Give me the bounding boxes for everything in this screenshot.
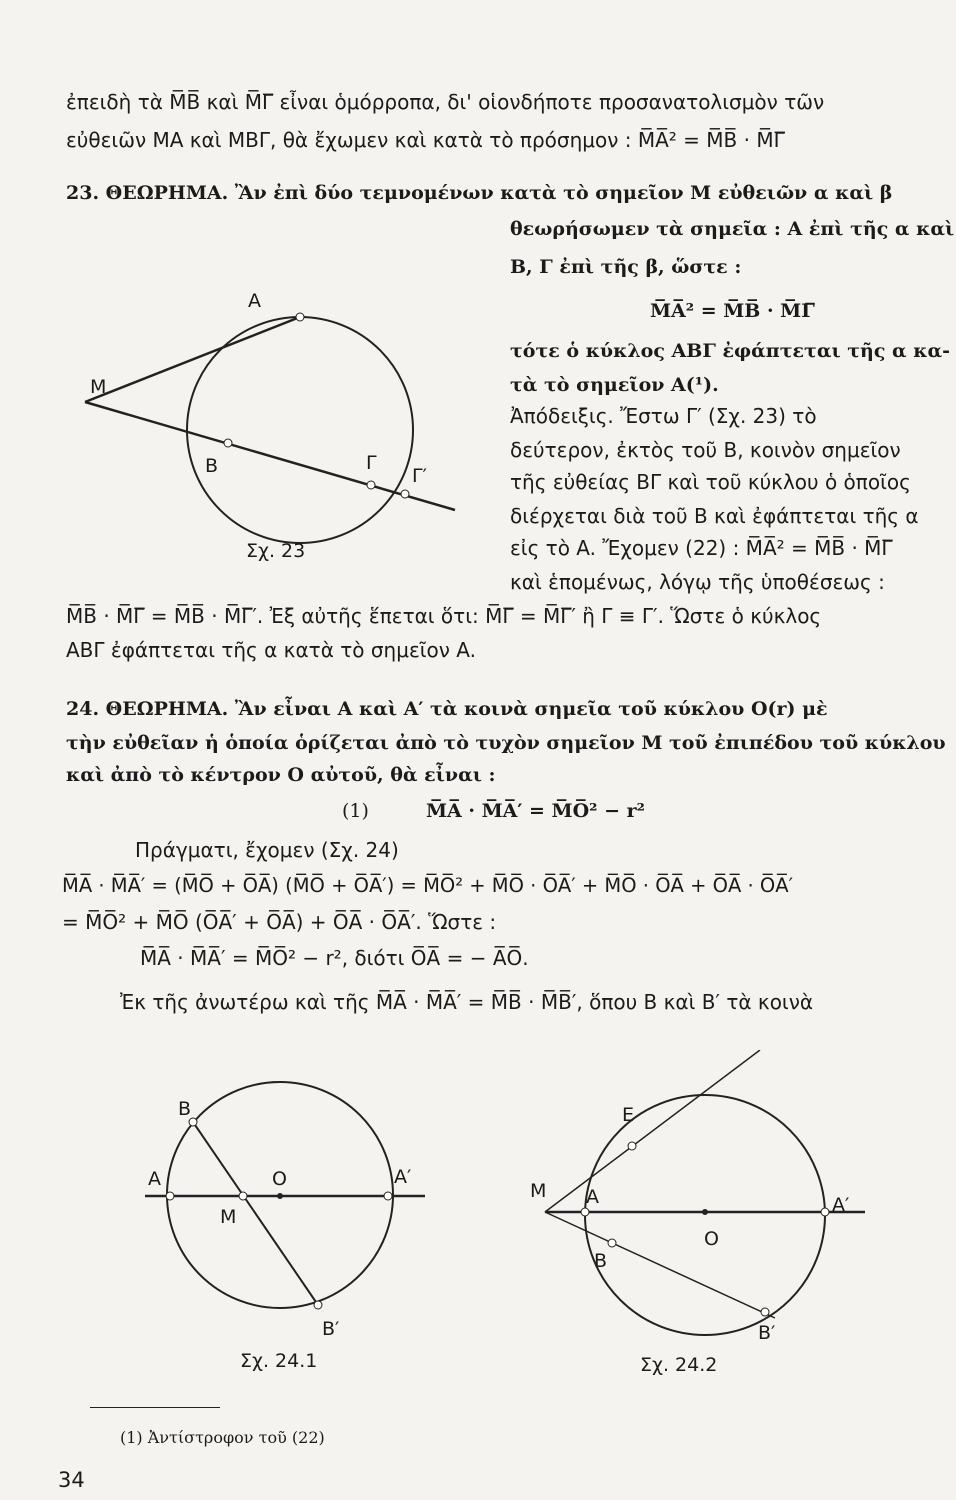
text-line: M̅A̅ · M̅A̅′ = M̅O̅² − r², διότι O̅A̅ = − A̅O̅.: [140, 946, 529, 970]
text-line: B, Γ ἐπὶ τῆς β, ὥστε :: [510, 256, 742, 278]
fig242-label-A: A: [586, 1186, 599, 1208]
text-line: ἐπειδὴ τὰ M̅B̅ καὶ M̅Γ̅ εἶναι ὁμόρροπα, δι' οἱονδήποτε προσανατολισμὸν τῶν: [66, 90, 825, 114]
proof-line: ABΓ ἐφάπτεται τῆς α κατὰ τὸ σημεῖον A.: [66, 638, 476, 662]
proof-line: Ἀπόδειξις. Ἔστω Γ′ (Σχ. 23) τὸ: [510, 404, 817, 428]
text-line: τὴν εὐθεῖαν ἡ ὁποία ὁρίζεται ἀπὸ τὸ τυχὸν σημεῖον M τοῦ ἐπιπέδου τοῦ κύκλου: [66, 732, 946, 754]
fig242-label-E: E: [622, 1104, 635, 1126]
footnote: (1) Ἀντίστροφον τοῦ (22): [120, 1428, 325, 1447]
text-line: καὶ ἀπὸ τὸ κέντρον O αὐτοῦ, θὰ εἶναι :: [66, 764, 496, 786]
fig241-label-B: B: [178, 1098, 192, 1120]
text-line: θεωρήσωμεν τὰ σημεῖα : A ἐπὶ τῆς α καὶ: [510, 218, 955, 240]
text-line: = M̅O̅² + M̅O̅ (O̅A̅′ + O̅A̅) + O̅A̅ · O̅A̅′. Ὥστε :: [62, 910, 497, 934]
fig241-label-Ap: A′: [394, 1166, 412, 1188]
fig242-label-Ap: A′: [832, 1194, 850, 1216]
proof-line: εἰς τὸ A. Ἔχομεν (22) : M̅A̅² = M̅B̅ · M̅Γ̅: [510, 536, 893, 560]
theorem-24-heading: 24. ΘΕΩΡΗΜΑ. Ἂν εἶναι A καὶ A′ τὰ κοινὰ σημεῖα τοῦ κύκλου O(r) μὲ: [66, 698, 828, 720]
fig241-label-A: A: [148, 1168, 161, 1190]
fig241-caption: Σχ. 24.1: [240, 1350, 318, 1372]
fig242-label-O: O: [704, 1228, 719, 1250]
text-line: εὐθειῶν MA καὶ MBΓ, θὰ ἔχωμεν καὶ κατὰ τὸ πρόσημον : M̅A̅² = M̅B̅ · M̅Γ̅: [66, 128, 785, 152]
proof-line: καὶ ἑπομένως, λόγῳ τῆς ὑποθέσεως :: [510, 570, 885, 594]
figure-24-2: [520, 1050, 920, 1340]
footnote-divider: [90, 1407, 220, 1408]
fig23-label-M: M: [90, 376, 107, 398]
fig242-caption: Σχ. 24.2: [640, 1354, 718, 1376]
fig241-label-O: O: [272, 1168, 287, 1190]
proof-line: δεύτερον, ἐκτὸς τοῦ B, κοινὸν σημεῖον: [510, 438, 901, 462]
fig242-label-B: B: [594, 1250, 608, 1272]
text-line: Πράγματι, ἔχομεν (Σχ. 24): [135, 838, 399, 862]
equation: M̅A̅ · M̅A̅′ = M̅O̅² − r²: [426, 800, 645, 822]
text-line: τότε ὁ κύκλος ABΓ ἐφάπτεται τῆς α κα-: [510, 340, 951, 362]
fig23-label-B: B: [205, 455, 219, 477]
text-line: M̅A̅ · M̅A̅′ = (M̅O̅ + O̅A̅) (M̅O̅ + O̅A̅′) = M̅O̅² + M̅O̅ · O̅A̅′ + M̅O̅ · O̅A̅ + O̅A̅ · O̅A̅′: [62, 874, 794, 897]
theorem-23-heading: 23. ΘΕΩΡΗΜΑ. Ἂν ἐπὶ δύο τεμνομένων κατὰ τὸ σημεῖον M εὐθειῶν α καὶ β: [66, 182, 893, 204]
proof-line: τῆς εὐθείας BΓ καὶ τοῦ κύκλου ὁ ὁποῖος: [510, 470, 911, 494]
fig23-caption: Σχ. 23: [246, 540, 306, 562]
fig23-label-A: A: [248, 290, 261, 312]
fig242-label-Bp: B′: [758, 1322, 776, 1344]
fig23-label-G: Γ: [366, 452, 377, 474]
text-line: τὰ τὸ σημεῖον A(¹).: [510, 374, 719, 396]
figure-23: [60, 280, 480, 580]
equation-number: (1): [342, 800, 369, 822]
proof-line: διέρχεται διὰ τοῦ B καὶ ἐφάπτεται τῆς α: [510, 504, 919, 528]
fig241-label-M: M: [220, 1206, 237, 1228]
fig242-label-M: M: [530, 1180, 547, 1202]
text-line: Ἐκ τῆς ἀνωτέρω καὶ τῆς M̅A̅ · M̅A̅′ = M̅B̅ · M̅B̅′, ὅπου B καὶ B′ τὰ κοινὰ: [120, 990, 814, 1014]
proof-line: M̅B̅ · M̅Γ̅ = M̅B̅ · M̅Γ̅′. Ἐξ αὐτῆς ἕπεται ὅτι: M̅Γ̅ = M̅Γ̅′ ἢ Γ ≡ Γ′. Ὥστε ὁ κύκλος: [66, 604, 822, 628]
equation: M̅A̅² = M̅B̅ · M̅Γ̅: [650, 300, 815, 322]
fig23-label-Gp: Γ′: [412, 465, 427, 487]
figure-24-1: [130, 1080, 440, 1330]
fig241-label-Bp: B′: [322, 1318, 340, 1340]
page-number: 34: [58, 1468, 85, 1492]
